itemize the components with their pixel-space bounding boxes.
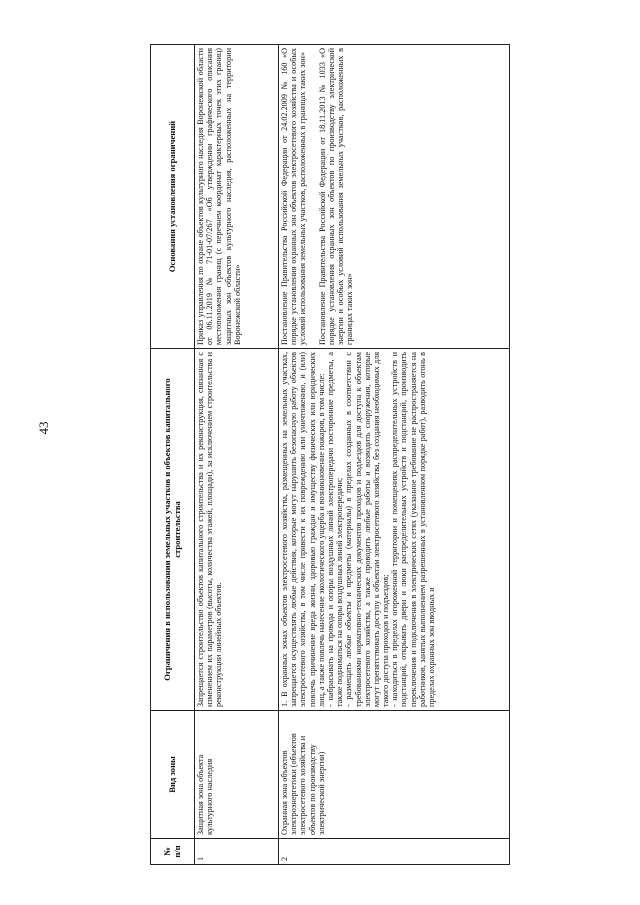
row-1-restrictions <box>195 349 279 711</box>
header-restrictions: Ограничения в использовании земельных участков и объектов капитального строительства <box>151 349 195 711</box>
row-2-restrictions <box>279 349 510 711</box>
row-2-basis <box>279 45 510 349</box>
paragraph-gap <box>308 48 318 345</box>
table-row <box>279 45 510 865</box>
row-1-num: 1 <box>195 839 279 865</box>
table-row <box>195 45 279 865</box>
landscape-sheet <box>150 45 510 865</box>
row-2-num: 2 <box>279 839 510 865</box>
restriction-item: - набрасывать на провода и опоры воздушных линий электропередачи посторонние предметы, а также подниматься на опоры воздушных линий электропередачи; <box>325 352 345 707</box>
row-1-basis <box>195 45 279 349</box>
header-basis: Основания установления ограничений <box>151 45 195 349</box>
restrictions-table <box>150 44 510 865</box>
basis-paragraph: Постановление Правительства Российской Федерации от 24.02.2009 № 160 «О порядке установления охранных зон объектов электросетевого хозяйства и особых условий использования земельных участков, расположенных в границах таких зон» <box>280 48 308 345</box>
row-2-zone: Охранная зона объектов электроэнергетики (объектов электросетевого хозяйства и объектов по производству электрической энергии) <box>279 711 510 839</box>
restriction-paragraph: Запрещается строительство объектов капитального строительства и их реконструкция, связанная с изменением их параметров (высоты, количества этажей, площади), за исключением строительства и реконструкции линейных объектов. <box>196 352 224 707</box>
restriction-item: - находиться в пределах огороженной территории и помещениях распределительных устройств и подстанций, открывать двери и люки распределительных устройств и подстанций, производить переключения и подключения в электрических сетях (указанное требование не распространяется на работников, занятых выполнением разрешенных в установленном порядке работ), разводить огонь в пределах охранных зон вводных и <box>390 352 436 707</box>
row-1-zone: Защитная зона объекта культурного наследия <box>195 711 279 839</box>
basis-paragraph: Постановление Правительства Российской Федерации от 18.11.2013 № 1033 «О порядке установления охранных зон объектов по производству электрической энергии и особых условий использования земельных участков, расположенных в границах таких зон» <box>317 48 355 345</box>
restriction-paragraph: 1. В охранных зонах объектов электросетевого хозяйства, размещенных на земельных участках, запрещается осуществлять любые действия, которые могут нарушить безопасную работу объектов электросетевого хозяйства, в том числе привести к их повреждению или уничтожению, и (или) повлечь причинение вреда жизни, здоровью граждан и имуществу физических или юридических лиц, а также повлечь нанесение экологического ущерба и возникновение пожаров, в том числе: <box>280 352 326 707</box>
header-zone: Вид зоны <box>151 711 195 839</box>
restriction-item: - размещать любые объекты и предметы (материалы) в пределах созданных в соответствии с требованиями нормативно-технических документов проходов и подъездов для доступа к объектам электросетевого хозяйства, а также проводить любые работы и возводить сооружения, которые могут препятствовать доступу к объектам электросетевого хозяйства, без создания необходимых для такого доступа проходов и подъездов; <box>344 352 391 707</box>
table-header-row <box>151 45 195 865</box>
basis-paragraph: Приказ управления по охране объектов культурного наследия Воронежской области от 06.11.2019 № 71-01-07/267 «Об утверждении графического описания местоположения границ (с перечнем координат характерных точек этих границ) защитных зон объектов культурного наследия, расположенных на территории Воронежской области» <box>196 48 242 345</box>
page-number: 43 <box>36 421 51 435</box>
header-num: № п/п <box>151 839 195 865</box>
